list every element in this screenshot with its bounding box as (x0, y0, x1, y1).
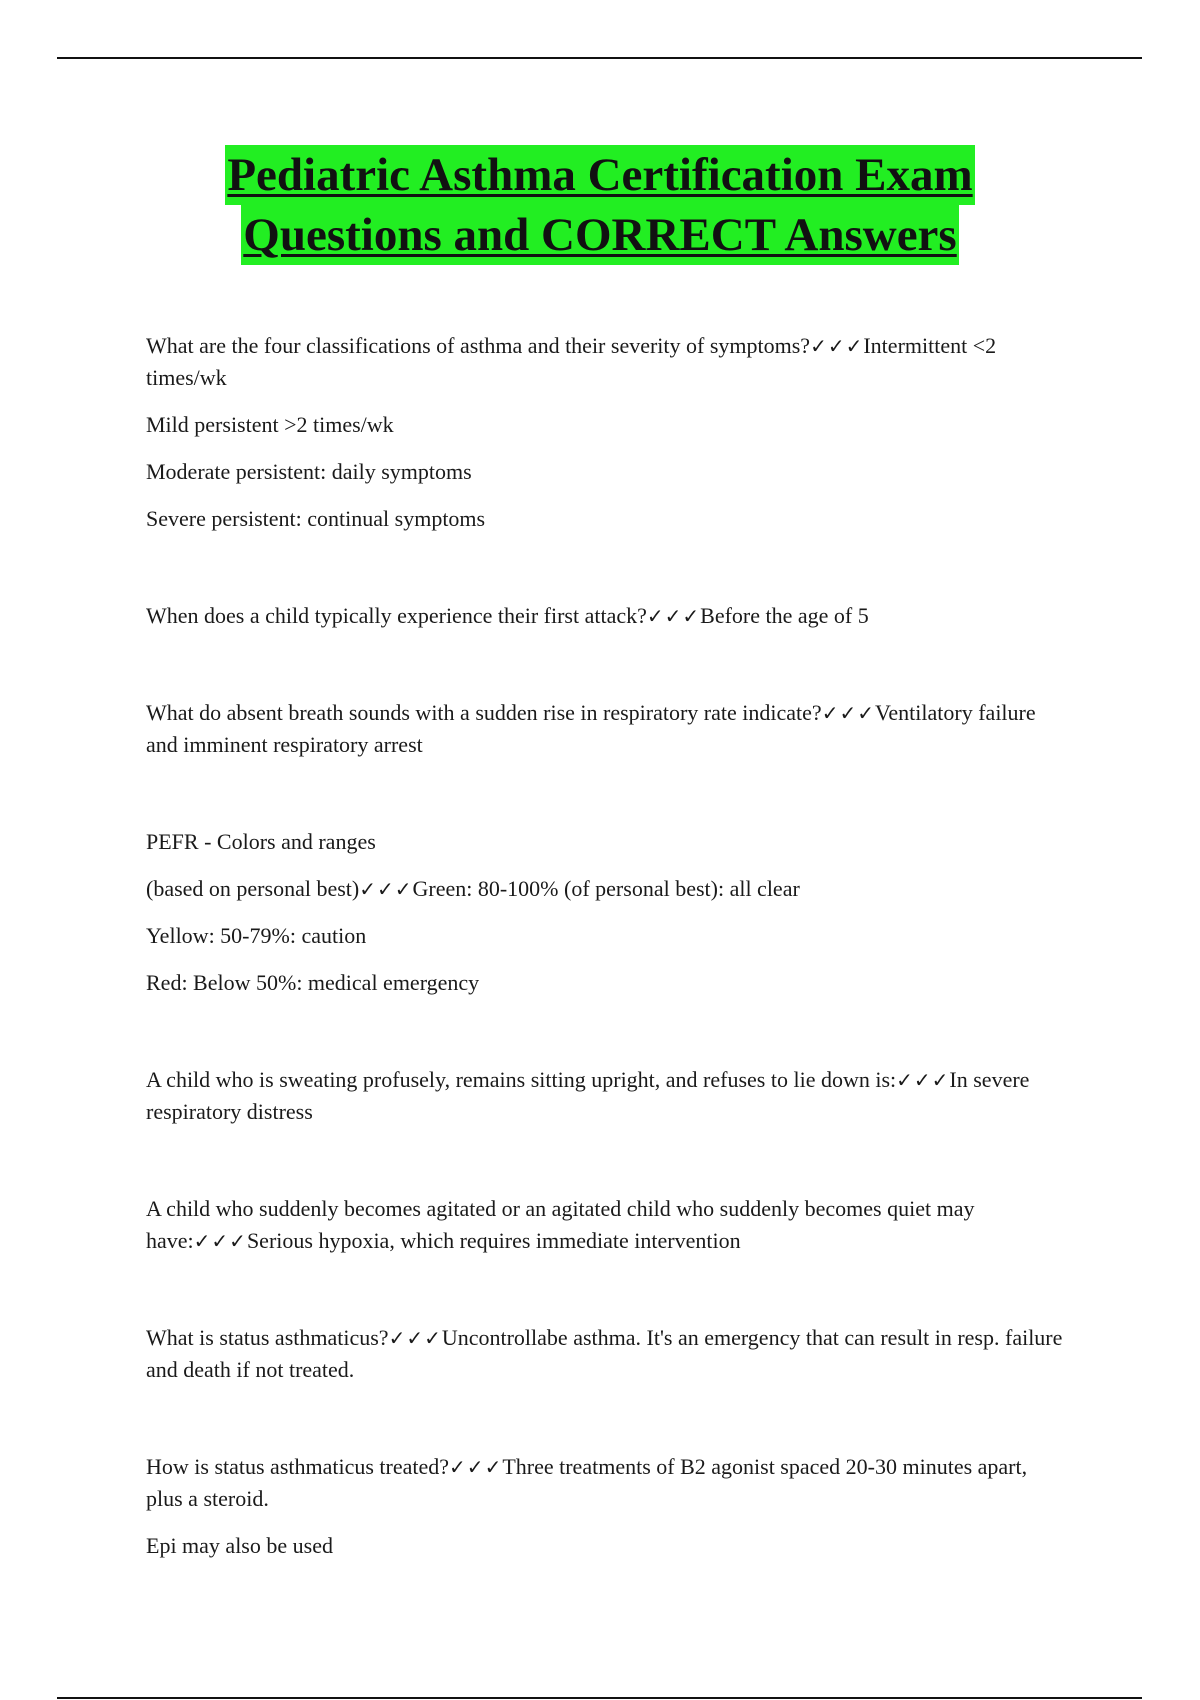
answer-line: Mild persistent >2 times/wk (146, 412, 394, 437)
qa-item (146, 1322, 1066, 1386)
answer-text: In severe respiratory distress (146, 1067, 1030, 1124)
qa-question-paragraph (146, 873, 1066, 905)
answer-line: Epi may also be used (146, 1533, 333, 1558)
qa-question-paragraph (146, 1322, 1066, 1386)
question-text: When does a child typically experience their first attack? (146, 603, 647, 628)
question-text: What are the four classifications of asthma and their severity of symptoms? (146, 333, 811, 358)
qa-item (146, 697, 1066, 761)
answer-text: Intermittent <2 times/wk (146, 333, 997, 390)
title-line-1: Pediatric Asthma Certification Exam (225, 145, 974, 205)
question-text: What is status asthmaticus? (146, 1325, 389, 1350)
question-text: A child who is sweating profusely, remains sitting upright, and refuses to lie down is: (146, 1067, 897, 1092)
qa-question-paragraph (146, 1193, 1066, 1257)
answer-text: Uncontrollabe asthma. It's an emergency that can result in resp. failure and death if not treated. (146, 1325, 1063, 1382)
qa-question-paragraph (146, 330, 1066, 394)
answer-text: Serious hypoxia, which requires immediate intervention (246, 1228, 741, 1253)
title-line-2: Questions and CORRECT Answers (241, 205, 958, 265)
check-marks-icon: ✓✓✓ (359, 877, 413, 901)
answer-text: Ventilatory failure and imminent respiratory arrest (146, 700, 1036, 757)
qa-item (146, 1451, 1066, 1562)
answer-line: Red: Below 50%: medical emergency (146, 970, 480, 995)
check-marks-icon: ✓✓✓ (449, 1455, 503, 1479)
answer-line: Moderate persistent: daily symptoms (146, 459, 472, 484)
question-text: How is status asthmaticus treated? (146, 1454, 450, 1479)
question-text: What do absent breath sounds with a sudden rise in respiratory rate indicate? (146, 700, 822, 725)
qa-question-paragraph (146, 697, 1066, 761)
question-prefix: PEFR - Colors and ranges (146, 829, 376, 854)
qa-question-paragraph (146, 1451, 1066, 1515)
bottom-rule (57, 1697, 1142, 1699)
answer-text: Three treatments of B2 agonist spaced 20-30 minutes apart, plus a steroid. (146, 1454, 1028, 1511)
answer-text: Before the age of 5 (700, 603, 869, 628)
qa-question-paragraph (146, 1064, 1066, 1128)
qa-item (146, 330, 1066, 535)
qa-item (146, 600, 1066, 632)
qa-item (146, 826, 1066, 999)
question-text: A child who suddenly becomes agitated or an agitated child who suddenly becomes quiet may have: (146, 1196, 975, 1253)
check-marks-icon: ✓✓✓ (388, 1326, 442, 1350)
check-marks-icon: ✓✓✓ (896, 1068, 950, 1092)
document-title (0, 145, 1200, 265)
answer-text: Green: 80-100% (of personal best): all clear (412, 876, 800, 901)
qa-item (146, 1193, 1066, 1257)
check-marks-icon: ✓✓✓ (646, 604, 701, 628)
question-text: (based on personal best) (146, 876, 360, 901)
top-rule (57, 57, 1142, 59)
answer-line: Yellow: 50-79%: caution (146, 923, 367, 948)
qa-content (146, 330, 1066, 1577)
qa-item (146, 1064, 1066, 1128)
qa-question-paragraph (146, 600, 1066, 632)
check-marks-icon: ✓✓✓ (810, 334, 864, 358)
check-marks-icon: ✓✓✓ (821, 701, 875, 725)
check-marks-icon: ✓✓✓ (193, 1229, 247, 1253)
answer-line: Severe persistent: continual symptoms (146, 506, 486, 531)
